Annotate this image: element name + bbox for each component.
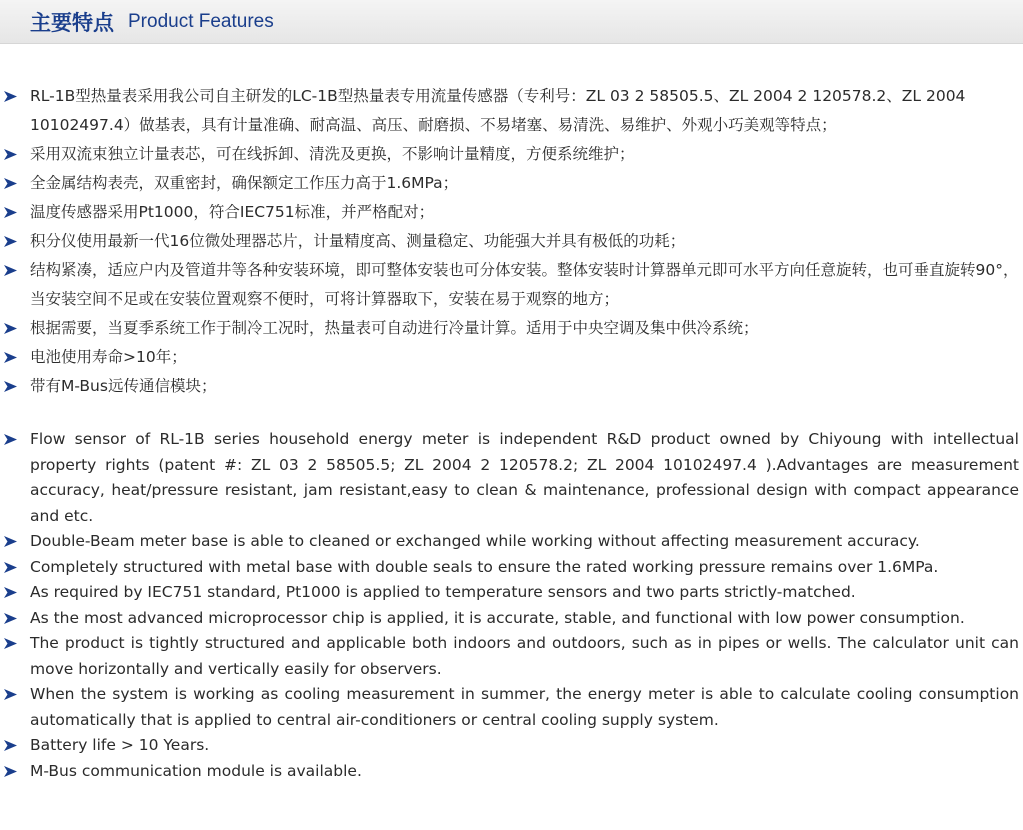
arrow-right-icon: [4, 606, 18, 632]
feature-text: 全金属结构表壳，双重密封，确保额定工作压力高于1.6MPa；: [30, 174, 459, 192]
arrow-right-icon: [4, 82, 18, 140]
arrow-right-icon: [4, 169, 18, 198]
feature-text: RL-1B型热量表采用我公司自主研发的LC-1B型热量表专用流量传感器（专利号：ZL 03 2 58505.5、ZL 2004 2 120578.2、ZL 2004 10102497.4）做基表，具有计量准确、耐高温、高压、耐磨损、不易堵塞、易清洗、易维护、外观小巧美观等特点；: [30, 87, 966, 134]
feature-text: 电池使用寿命>10年；: [30, 348, 187, 366]
header-title-cn: 主要特点: [30, 10, 114, 35]
feature-text: Flow sensor of RL-1B series household energy meter is independent R&D product owned by Chiyoung with intellectual property rights (patent #: ZL 03 2 58505.5; ZL 2004 2 120578.2; ZL 2004 10102497.4 ).Advantages are measurement accuracy, heat/pressure resistant, jam resistant,easy to clean & maintenance, professional design with compact appearance and etc.: [30, 430, 1019, 525]
arrow-right-icon: [4, 427, 18, 529]
feature-item-cn: [0, 140, 1023, 169]
arrow-right-icon: [4, 372, 18, 401]
feature-item-cn: [0, 343, 1023, 372]
feature-item-en: [0, 682, 1023, 733]
arrow-right-icon: [4, 529, 18, 555]
arrow-right-icon: [4, 343, 18, 372]
feature-text: 积分仪使用最新一代16位微处理器芯片，计量精度高、测量稳定、功能强大并具有极低的功耗；: [30, 232, 686, 250]
feature-item-cn: [0, 198, 1023, 227]
feature-text: The product is tightly structured and applicable both indoors and outdoors, such as in pipes or wells. The calculator unit can move horizontally and vertically easily for observers.: [30, 634, 1019, 678]
feature-item-cn: [0, 169, 1023, 198]
feature-text: As the most advanced microprocessor chip is applied, it is accurate, stable, and functional with low power consumption.: [30, 608, 965, 627]
feature-text: 温度传感器采用Pt1000，符合IEC751标准，并严格配对；: [30, 203, 435, 221]
arrow-right-icon: [4, 759, 18, 785]
arrow-right-icon: [4, 733, 18, 759]
feature-item-en: [0, 580, 1023, 606]
feature-item-cn: [0, 256, 1023, 314]
feature-text: When the system is working as cooling measurement in summer, the energy meter is able to calculate cooling consumption automatically that is applied to central air-conditioners or central cooling supply system.: [30, 685, 1019, 729]
feature-text: Double-Beam meter base is able to cleaned or exchanged while working without affecting measurement accuracy.: [30, 532, 920, 550]
feature-text: M-Bus communication module is available.: [30, 761, 362, 780]
feature-item-en: [0, 631, 1023, 682]
feature-item-en: [0, 759, 1023, 785]
feature-item-en: [0, 427, 1023, 529]
feature-text: 根据需要，当夏季系统工作于制冷工况时，热量表可自动进行冷量计算。适用于中央空调及集中供冷系统；: [30, 319, 759, 337]
header-title-en: Product Features: [128, 10, 274, 32]
feature-item-cn: [0, 314, 1023, 343]
arrow-right-icon: [4, 256, 18, 314]
arrow-right-icon: [4, 682, 18, 733]
feature-text: 采用双流束独立计量表芯，可在线拆卸、清洗及更换，不影响计量精度，方便系统维护；: [30, 145, 635, 163]
arrow-right-icon: [4, 198, 18, 227]
arrow-right-icon: [4, 555, 18, 581]
arrow-right-icon: [4, 631, 18, 682]
features-list-cn: [0, 82, 1023, 401]
features-list-en: [0, 427, 1023, 784]
arrow-right-icon: [4, 580, 18, 606]
section-header: [0, 0, 1023, 44]
arrow-right-icon: [4, 227, 18, 256]
feature-item-en: [0, 606, 1023, 632]
feature-item-cn: [0, 82, 1023, 140]
feature-text: As required by IEC751 standard, Pt1000 is applied to temperature sensors and two parts strictly-matched.: [30, 583, 856, 601]
arrow-right-icon: [4, 140, 18, 169]
feature-item-en: [0, 555, 1023, 581]
feature-text: Battery life > 10 Years.: [30, 736, 210, 754]
feature-text: 带有M-Bus远传通信模块；: [30, 377, 217, 395]
feature-text: Completely structured with metal base with double seals to ensure the rated working pressure remains over 1.6MPa.: [30, 557, 939, 576]
feature-item-cn: [0, 227, 1023, 256]
feature-item-en: [0, 733, 1023, 759]
feature-item-en: [0, 529, 1023, 555]
feature-item-cn: [0, 372, 1023, 401]
arrow-right-icon: [4, 314, 18, 343]
feature-text: 结构紧凑，适应户内及管道井等各种安装环境，即可整体安装也可分体安装。整体安装时计算器单元即可水平方向任意旋转，也可垂直旋转90°，当安装空间不足或在安装位置观察不便时，可将计算器取下，安装在易于观察的地方；: [30, 261, 1019, 308]
